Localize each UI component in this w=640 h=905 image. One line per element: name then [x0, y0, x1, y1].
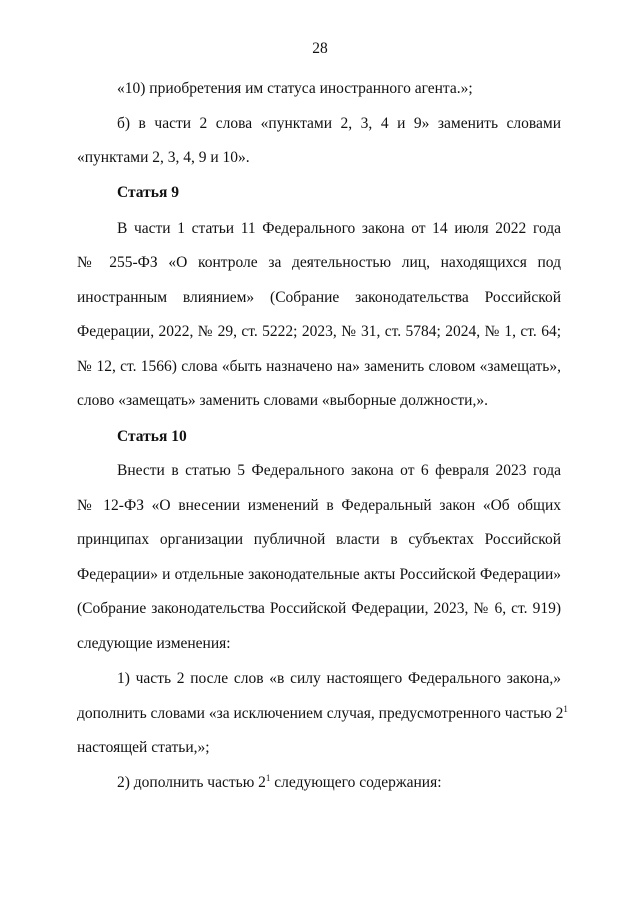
text-line: «пунктами 2, 3, 4, 9 и 10».: [77, 149, 250, 166]
text-fragment: следующего содержания:: [270, 774, 442, 791]
text-line: [77, 704, 568, 725]
text-line: иностранным влиянием» (Собрание законодательства Российской: [77, 289, 561, 306]
text-line: «10) приобретения им статуса иностранного агента.»;: [117, 80, 473, 97]
text-line: (Собрание законодательства Российской Федерации, 2023, № 6, ст. 919): [77, 600, 561, 617]
article-heading: Статья 10: [117, 428, 187, 445]
text-line: б) в части 2 слова «пунктами 2, 3, 4 и 9» заменить словами: [117, 115, 561, 132]
text-line: принципах организации публичной власти в субъектах Российской: [77, 531, 561, 548]
page-number: 28: [312, 40, 328, 57]
text-line: следующие изменения:: [77, 635, 231, 652]
text-line: Внести в статью 5 Федерального закона от 6 февраля 2023 года: [117, 462, 561, 479]
superscript: 1: [265, 773, 271, 783]
text-line: № 255-ФЗ «О контроле за деятельностью лиц, находящихся под: [77, 254, 561, 271]
superscript: 1: [563, 704, 568, 714]
text-line: настоящей статьи,»;: [77, 739, 210, 756]
text-line: В части 1 статьи 11 Федерального закона от 14 июля 2022 года: [117, 220, 561, 237]
text-line: № 12, ст. 1566) слова «быть назначено на» заменить словом «замещать»,: [77, 358, 561, 375]
text-line: 1) часть 2 после слов «в силу настоящего Федерального закона,»: [117, 670, 561, 687]
text-line: слово «замещать» заменить словами «выборные должности,».: [77, 392, 488, 409]
text-line: № 12-ФЗ «О внесении изменений в Федеральный закон «Об общих: [77, 497, 561, 514]
article-heading: Статья 9: [117, 184, 179, 201]
text-fragment: дополнить словами «за исключением случая, предусмотренного частью 2: [77, 705, 564, 722]
text-fragment: 2) дополнить частью 2: [117, 774, 266, 791]
text-line: Федерации» и отдельные законодательные акты Российской Федерации»: [77, 566, 561, 583]
text-line: [117, 773, 561, 794]
text-line: Федерации, 2022, № 29, ст. 5222; 2023, № 31, ст. 5784; 2024, № 1, ст. 64;: [77, 323, 561, 340]
